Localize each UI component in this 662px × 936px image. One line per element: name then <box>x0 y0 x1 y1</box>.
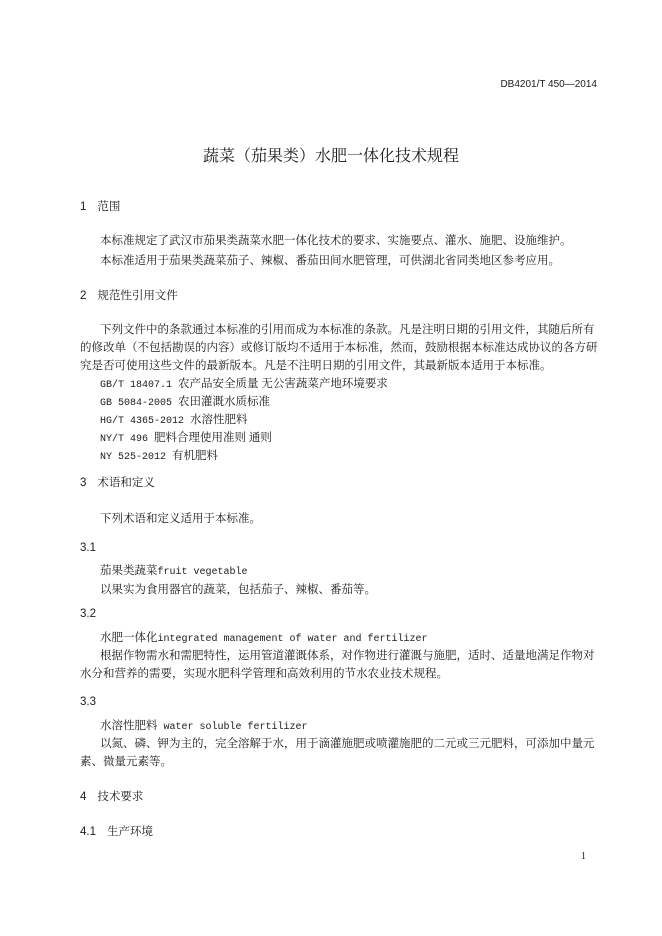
section-title: 范围 <box>97 201 121 213</box>
subsection-title: 生产环境 <box>107 826 153 838</box>
paragraph-line: 下列文件中的条款通过本标准的引用而成为本标准的条款。凡是注明日期的引用文件，其随后所有 <box>100 324 595 336</box>
term-english: fruit vegetable <box>157 567 248 578</box>
reference-code: GB 5084-2005 <box>100 398 173 409</box>
subsection-heading-production-environment <box>80 825 153 839</box>
term-heading <box>100 631 428 647</box>
paragraph-line: 的修改单（不包括勘误的内容）或修订版均不适用于本标准，然而，鼓励根据本标准达成协议的各方研 <box>80 342 598 354</box>
term-heading <box>100 564 248 580</box>
term-heading <box>100 719 308 735</box>
paragraph-line: 本标准适用于茄果类蔬菜茄子、辣椒、番茄田间水肥管理，可供湖北省同类地区参考应用。 <box>100 255 560 267</box>
paragraph-line: 究是否可使用这些文件的最新版本。凡是不注明日期的引用文件，其最新版本适用于本标准。 <box>80 360 552 372</box>
reference-item <box>100 431 272 447</box>
section-number: 2 <box>80 290 87 302</box>
definition-line: 以果实为食用器官的蔬菜，包括茄子、辣椒、番茄等。 <box>100 584 376 596</box>
term-chinese: 茄果类蔬菜 <box>100 565 158 577</box>
reference-item <box>100 377 388 393</box>
section-heading-terms-definitions <box>80 476 155 490</box>
section-heading-technical-requirements <box>80 790 143 804</box>
reference-title: 农产品安全质量 无公害蔬菜产地环境要求 <box>178 378 388 390</box>
term-number: 3.3 <box>80 696 96 708</box>
reference-code: NY 525-2012 <box>100 452 167 463</box>
section-title: 术语和定义 <box>97 477 155 489</box>
term-chinese: 水溶性肥料 <box>100 720 158 732</box>
definition-line: 以氮、磷、钾为主的，完全溶解于水，用于滴灌施肥或喷灌施肥的二元或三元肥料，可添加中量元 <box>100 738 595 750</box>
section-number: 4 <box>80 791 87 803</box>
section-heading-scope <box>80 200 120 214</box>
document-title: 蔬菜（茄果类）水肥一体化技术规程 <box>202 148 459 165</box>
term-english: water soluble fertilizer <box>163 722 308 733</box>
document-code: DB4201/T 450—2014 <box>500 79 597 90</box>
section-title: 规范性引用文件 <box>97 290 178 302</box>
reference-item <box>100 449 218 465</box>
reference-title: 农田灌溉水质标准 <box>178 396 271 408</box>
reference-item <box>100 395 270 411</box>
definition-line: 素、微量元素等。 <box>80 756 172 768</box>
definition-line: 水分和营养的需要，实现水肥科学管理和高效利用的节水农业技术规程。 <box>80 668 448 680</box>
reference-item <box>100 413 248 429</box>
term-chinese: 水肥一体化 <box>100 632 158 644</box>
definition-line: 根据作物需水和需肥特性，运用管道灌溉体系，对作物进行灌溉与施肥，适时、适量地满足作物对 <box>100 650 595 662</box>
term-number: 3.2 <box>80 608 96 620</box>
section-title: 技术要求 <box>97 791 144 803</box>
paragraph-line: 本标准规定了武汉市茄果类蔬菜水肥一体化技术的要求、实施要点、灌水、施肥、设施维护。 <box>100 235 572 247</box>
reference-code: HG/T 4365-2012 <box>100 416 185 427</box>
term-english: integrated management of water and fertilizer <box>157 634 428 645</box>
reference-title: 有机肥料 <box>172 450 219 462</box>
section-number: 3 <box>80 477 87 489</box>
paragraph-line: 下列术语和定义适用于本标准。 <box>100 513 261 525</box>
section-heading-normative-references <box>80 289 178 303</box>
reference-code: GB/T 18407.1 <box>100 380 173 391</box>
reference-title: 肥料合理使用准则 通则 <box>154 432 272 444</box>
reference-title: 水溶性肥料 <box>190 414 248 426</box>
reference-code: NY/T 496 <box>100 434 149 445</box>
term-number: 3.1 <box>80 542 96 554</box>
subsection-number: 4.1 <box>80 826 96 838</box>
section-number: 1 <box>80 201 87 213</box>
page-number: 1 <box>581 851 586 862</box>
